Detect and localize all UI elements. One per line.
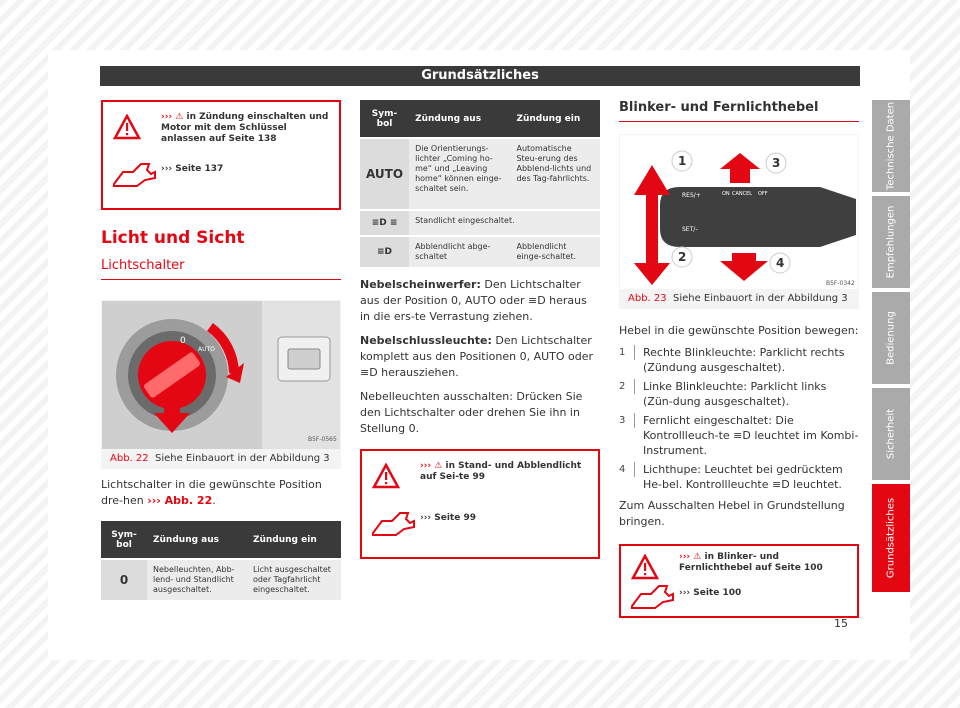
subsection-title: Lichtschalter — [101, 258, 341, 280]
figure-light-switch — [101, 300, 341, 469]
section-title: Blinker- und Fernlichthebel — [619, 100, 859, 122]
column-middle — [360, 100, 600, 559]
warning-text: ››› ⚠ in Zündung einschalten und Motor mit dem Schlüssel anlassen auf Seite 138 — [161, 112, 329, 144]
service-wrench-icon — [111, 160, 157, 190]
lever-illustration — [620, 135, 858, 289]
lever-intro: Hebel in die gewünschte Position bewegen: — [619, 324, 859, 337]
fog-rear-text: Nebelschlussleuchte: Den Lichtschalter komplett aus den Positionen 0, AUTO oder ≡D herausziehen. — [360, 334, 594, 379]
figure-reference-link[interactable]: ››› Abb. 22 — [147, 494, 213, 507]
warning-page-link[interactable]: ››› Seite 99 — [420, 513, 476, 523]
svg-text:OFF: OFF — [758, 191, 768, 197]
svg-text:ON: ON — [722, 191, 730, 197]
fog-off-text: Nebelleuchten ausschalten: Drücken Sie den Lichtschalter oder drehen Sie ihn in Stellung 0. — [360, 390, 583, 435]
page-number: 15 — [834, 617, 848, 630]
warning-box — [619, 544, 859, 618]
figure-lever — [619, 134, 859, 309]
table-row: 0 Nebelleuchten, Abb-lend- und Standlicht ausgeschaltet. Licht ausgeschaltet oder Tagfahrlicht eingeschaltet. — [101, 559, 341, 600]
warning-sign-icon — [372, 463, 400, 489]
page-header — [100, 66, 860, 86]
svg-text:3: 3 — [772, 156, 781, 170]
intro-text: Lichtschalter in die gewünschte Position dre-hen ››› Abb. 22. — [101, 478, 322, 507]
switch-table: Sym-bol Zündung aus Zündung ein 0 Nebelleuchten, Abb-lend- und Standlicht ausgeschaltet. Licht ausgeschaltet oder Tagfahrlicht eingeschaltet. — [101, 521, 341, 600]
list-item: 2 Linke Blinkleuchte: Parklicht links (Zün-dung ausgeschaltet). — [619, 380, 827, 408]
column-left — [101, 100, 341, 600]
tab-technische-daten[interactable]: Technische Daten — [872, 100, 910, 192]
light-switch-illustration — [102, 301, 340, 449]
svg-text:CANCEL: CANCEL — [732, 191, 753, 197]
svg-text:B5F-0565: B5F-0565 — [308, 436, 337, 443]
step-list — [619, 345, 859, 492]
svg-text:SET/–: SET/– — [682, 226, 699, 233]
lever-outro: Zum Ausschalten Hebel in Grundstellung bringen. — [619, 499, 845, 528]
svg-text:2: 2 — [678, 250, 687, 264]
tab-grundsaetzliches[interactable]: Grundsätzliches — [872, 484, 910, 592]
list-item: 4 Lichthupe: Leuchtet bei gedrücktem He-bel. Kontrollleuchte ≡D leuchtet. — [619, 463, 843, 491]
service-wrench-icon — [370, 509, 416, 539]
table-row: AUTO Die Orientierungs-lichter „Coming ho-me“ und „Leaving home“ können einge-schaltet sein. Automatische Steu-erung des Abblend-lichts und des Tag-fahrlichts. — [360, 138, 600, 210]
warning-sign-icon — [113, 114, 141, 140]
svg-text:1: 1 — [678, 154, 687, 168]
svg-text:4: 4 — [776, 256, 785, 270]
tab-sicherheit[interactable]: Sicherheit — [872, 388, 910, 480]
warning-page-link[interactable]: ››› Seite 100 — [679, 588, 742, 598]
warning-box — [101, 100, 341, 210]
figure-caption: Abb. 22 Siehe Einbauort in der Abbildung 3 — [110, 453, 330, 464]
warning-text: ››› ⚠ in Blinker- und Fernlichthebel auf Seite 100 — [679, 552, 823, 573]
table-row: ≡D ≡ Standlicht eingeschaltet. — [360, 210, 600, 236]
service-wrench-icon — [629, 582, 675, 612]
svg-text:RES/+: RES/+ — [682, 192, 701, 199]
warning-page-link[interactable]: ››› Seite 137 — [161, 164, 224, 174]
warning-text: ››› ⚠ in Stand- und Abblendlicht auf Sei-te 99 — [420, 461, 582, 482]
fog-front-text: Nebelscheinwerfer: Den Lichtschalter aus der Position 0, AUTO oder ≡D heraus in die ers-te Verrastung ziehen. — [360, 278, 587, 323]
figure-caption: Abb. 23 Siehe Einbauort in der Abbildung 3 — [628, 293, 848, 304]
list-item: 1 Rechte Blinkleuchte: Parklicht rechts (Zündung ausgeschaltet). — [619, 346, 845, 374]
svg-text:AUTO: AUTO — [198, 346, 215, 353]
tab-bedienung[interactable]: Bedienung — [872, 292, 910, 384]
svg-text:0: 0 — [180, 336, 186, 346]
table-row: ≡D Abblendlicht abge-schaltet Abblendlicht einge-schaltet. — [360, 236, 600, 267]
warning-box — [360, 449, 600, 559]
svg-text:B5F-0342: B5F-0342 — [826, 280, 855, 287]
warning-sign-icon — [631, 554, 659, 580]
light-switch-image — [102, 301, 340, 449]
header-title: Grundsätzliches — [421, 68, 539, 83]
tab-empfehlungen[interactable]: Empfehlungen — [872, 196, 910, 288]
section-title: Licht und Sicht — [101, 228, 245, 248]
lever-image — [620, 135, 858, 289]
column-right — [619, 100, 859, 618]
list-item: 3 Fernlicht eingeschaltet: Die Kontrollleuch-te ≡D leuchtet im Kombi-Instrument. — [619, 414, 859, 457]
switch-table-continued: Sym-bol Zündung aus Zündung ein AUTO Die Orientierungs-lichter „Coming ho-me“ und „Leaving home“ können einge-schaltet sein. Automatische Steu-erung des Abblend-lichts und des Tag-fahrlichts. ≡D ≡ Standlicht eingeschaltet. ≡D Abblendlicht abge-schaltet Abblendlicht einge-schaltet. — [360, 100, 600, 267]
